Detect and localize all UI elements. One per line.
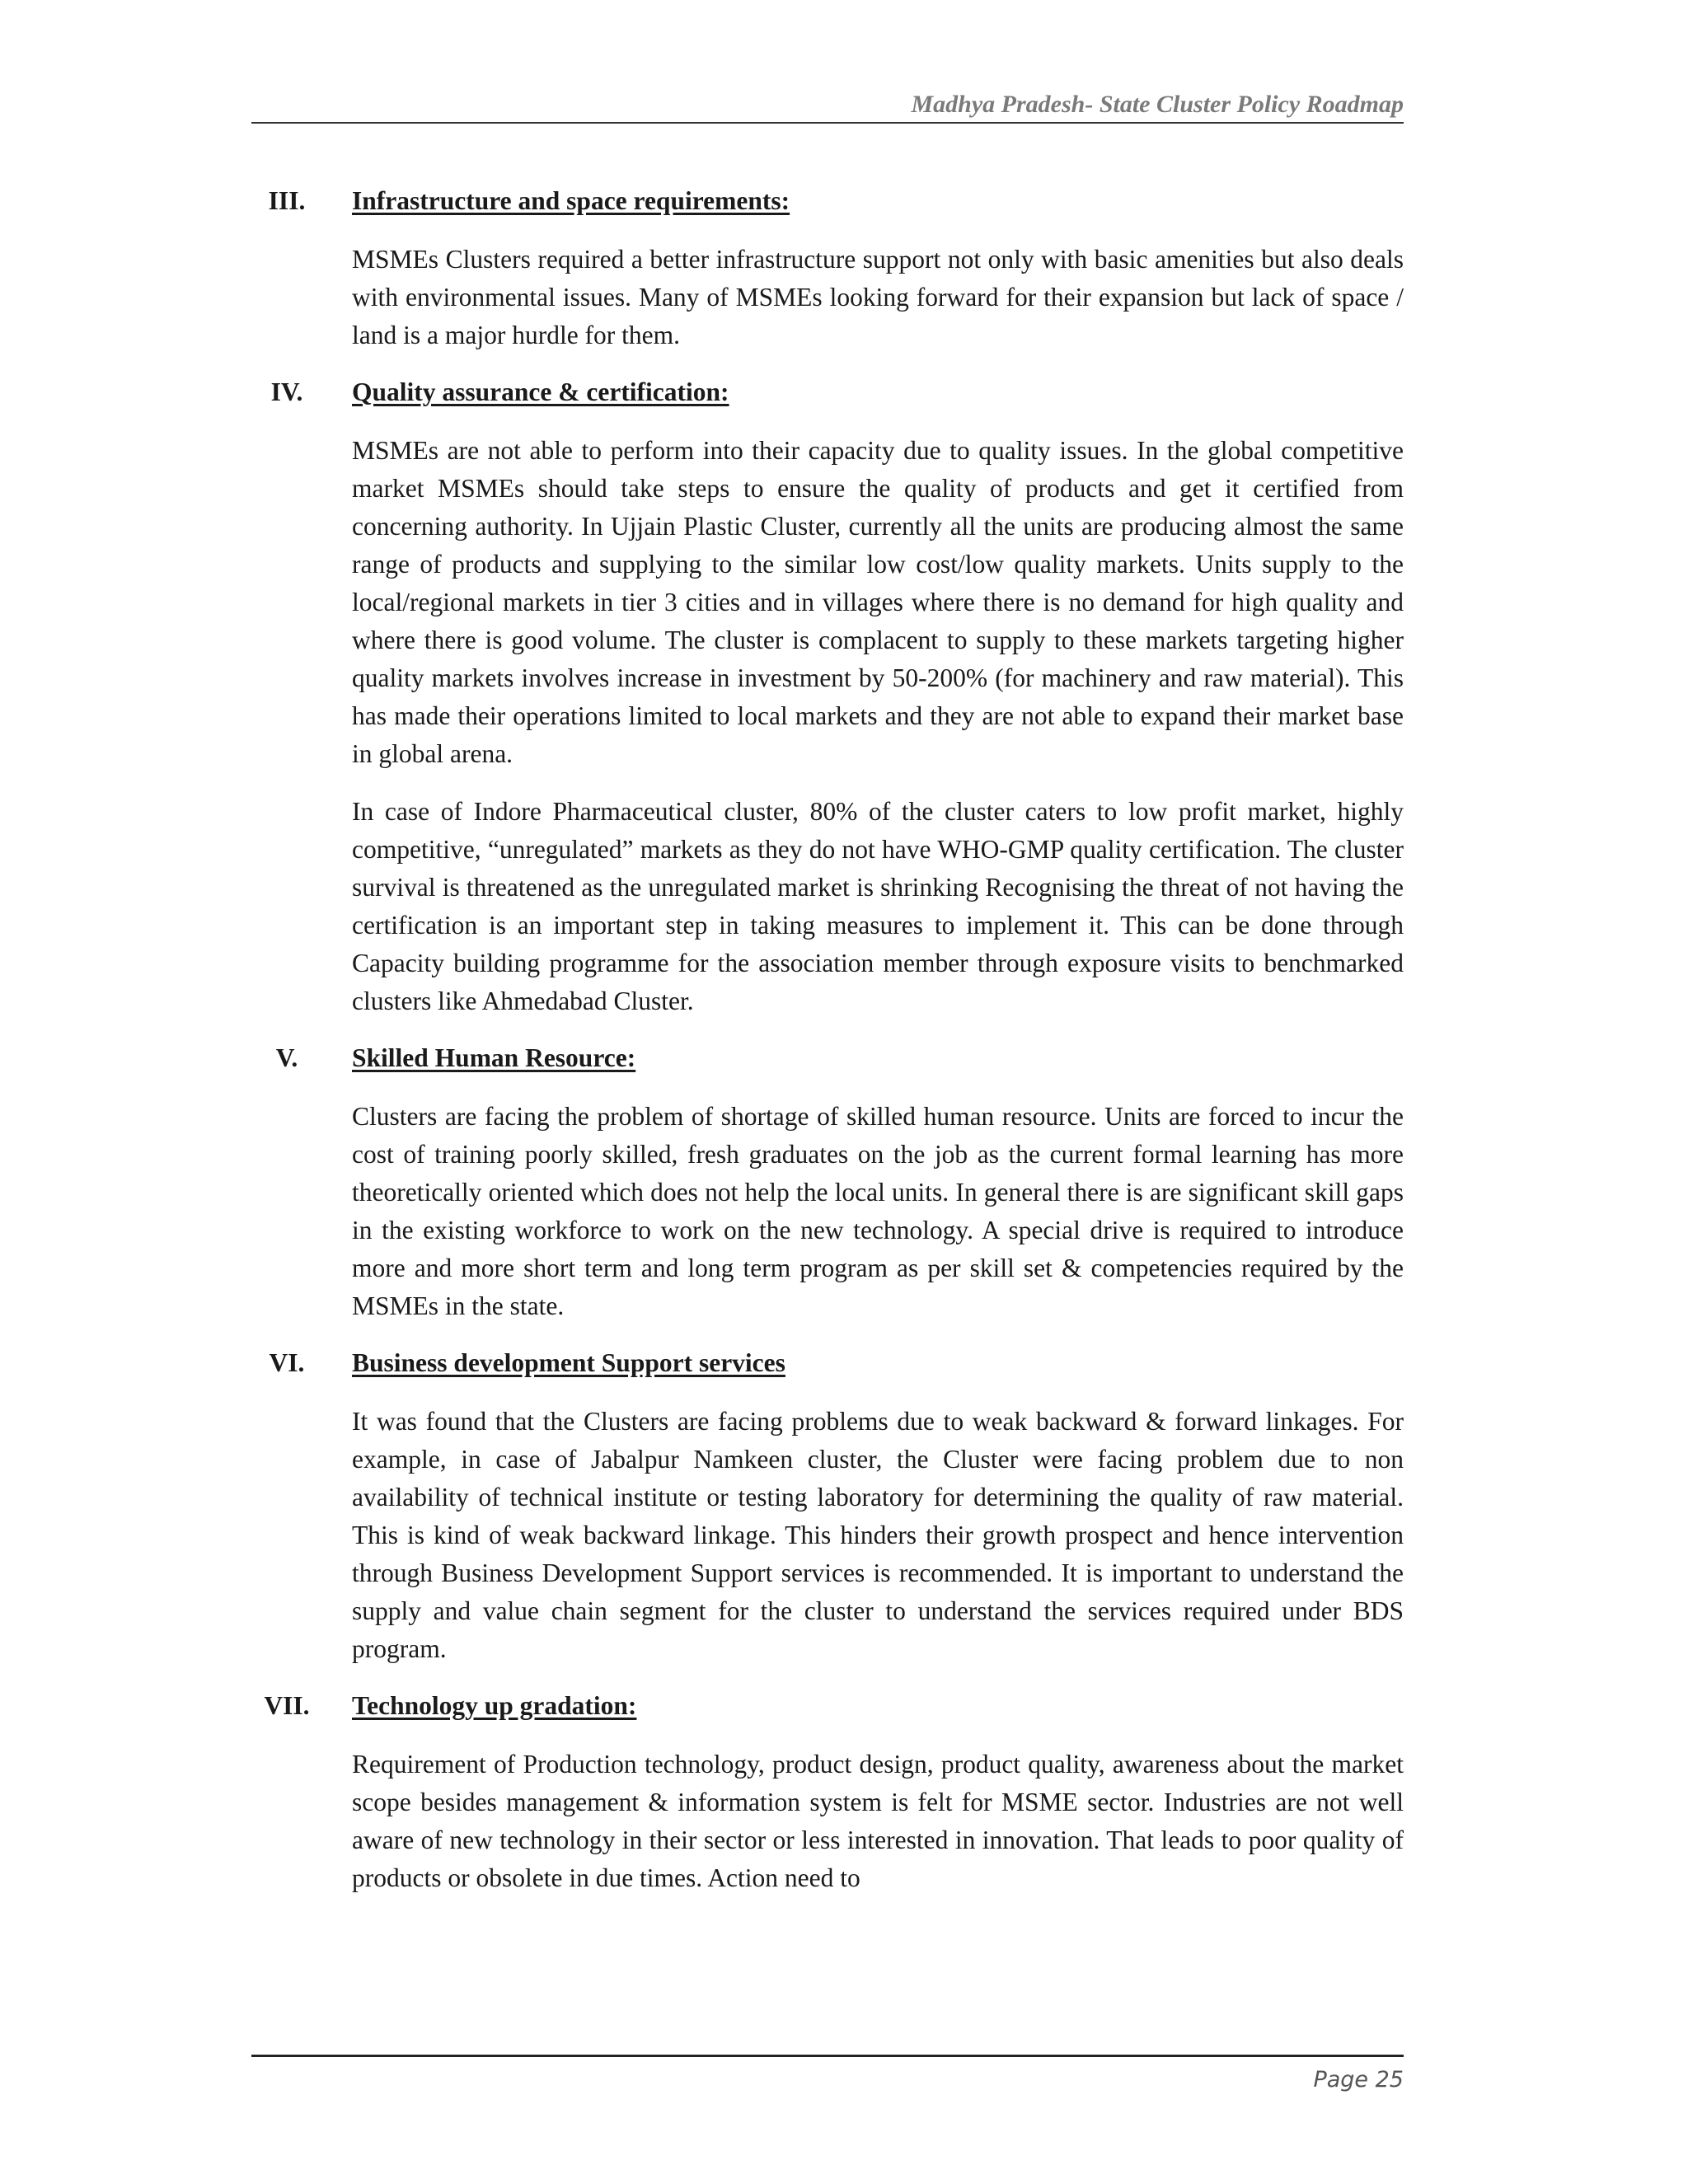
section-number: V. [275,1043,298,1072]
paragraph: MSMEs Clusters required a better infrastructure support not only with basic amenities but also deals with environmental issues. Many of MSMEs looking forward for their expansion but lack of space / land is a major hurdle for them. [352,245,1404,349]
paragraph: Clusters are facing the problem of shortage of skilled human resource. Units are forced to incur the cost of training poorly skilled, fresh graduates on the job as the current formal learning has more theoretically oriented which does not help the local units. In general there is are significant skill gaps in the existing workforce to work on the new technology. A special drive is required to introduce more and more short term and long term program as per skill set & competencies required by the MSMEs in the state. [352,1102,1404,1320]
section-vii [251,1688,1404,1897]
footer-rule [251,2055,1404,2057]
section-title: Skilled Human Resource: [352,1043,636,1072]
page-number: Page 25 [1313,2067,1404,2093]
section-number: VII. [264,1691,310,1720]
section-iv [251,374,1404,1020]
section-number: VI. [269,1348,305,1377]
section-number: IV. [270,377,303,406]
section-title: Technology up gradation: [352,1691,637,1720]
section-title: Business development Support services [352,1348,785,1377]
paragraph: In case of Indore Pharmaceutical cluster, 80% of the cluster caters to low profit market, highly competitive, “unregulated” markets as they do not have WHO-GMP quality certification. The cluster survival is threatened as the unregulated market is shrinking Recognising the threat of not having the certification is an important step in taking measures to implement it. This can be done through Capacity building programme for the association member through exposure visits to benchmarked clusters like Ahmedabad Cluster. [352,797,1404,1015]
page-body [251,183,1404,1917]
paragraph: MSMEs are not able to perform into their capacity due to quality issues. In the global competitive market MSMEs should take steps to ensure the quality of products and get it certified from concerning authority. In Ujjain Plastic Cluster, currently all the units are producing almost the same range of products and supplying to the similar low cost/low quality markets. Units supply to the local/regional markets in tier 3 cities and in villages where there is no demand for high quality and where there is good volume. The cluster is complacent to supply to these markets targeting higher quality markets involves increase in investment by 50-200% (for machinery and raw material). This has made their operations limited to local markets and they are not able to expand their market base in global arena. [352,436,1404,768]
section-iii [251,183,1404,354]
section-number: III. [268,186,306,215]
paragraph: It was found that the Clusters are facing problems due to weak backward & forward linkages. For example, in case of Jabalpur Namkeen cluster, the Cluster were facing problem due to non availability of technical institute or testing laboratory for determining the quality of raw material. This is kind of weak backward linkage. This hinders their growth prospect and hence intervention through Business Development Support services is recommended. It is important to understand the supply and value chain segment for the cluster to understand the services required under BDS program. [352,1407,1404,1663]
section-title: Infrastructure and space requirements: [352,186,790,215]
section-heading [251,1040,1404,1076]
section-vi [251,1345,1404,1668]
running-header-title: Madhya Pradesh- State Cluster Policy Roadmap [911,91,1404,118]
section-title: Quality assurance & certification: [352,377,729,406]
section-heading [251,1345,1404,1381]
section-heading [251,183,1404,219]
section-heading [251,374,1404,410]
header-rule [251,122,1404,124]
paragraph: Requirement of Production technology, product design, product quality, awareness about the market scope besides management & information system is felt for MSME sector. Industries are not well aware of new technology in their sector or less interested in innovation. That leads to poor quality of products or obsolete in due times. Action need to [352,1750,1404,1892]
section-heading [251,1688,1404,1724]
section-v [251,1040,1404,1325]
